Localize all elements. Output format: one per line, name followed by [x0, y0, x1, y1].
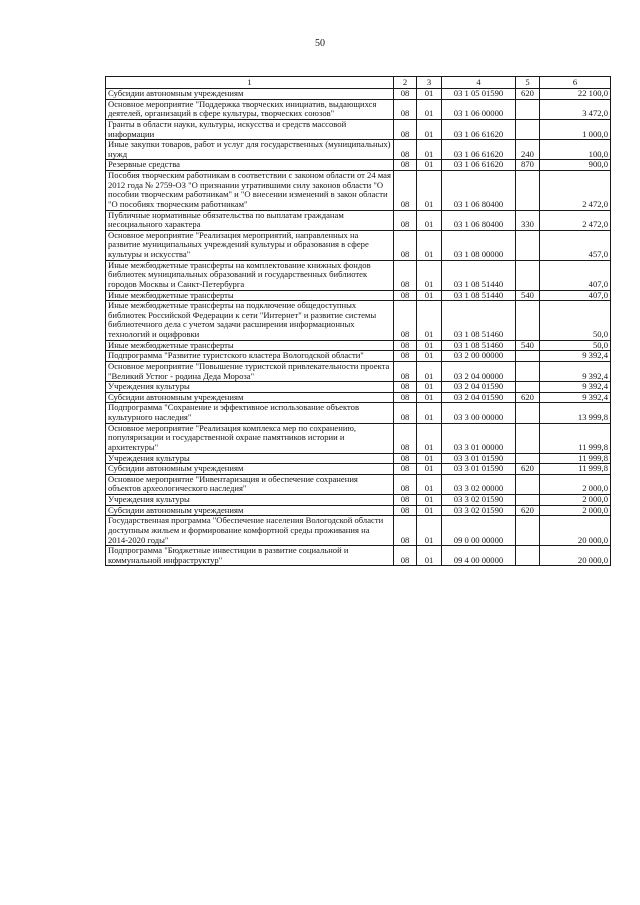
row-target-code: 03 3 02 01590	[442, 495, 516, 506]
row-section: 08	[394, 140, 417, 160]
row-name: Основное мероприятие "Инвентаризация и обеспечение сохранения объектов археологического наследия"	[106, 474, 394, 494]
row-target-code: 03 2 04 01590	[442, 392, 516, 403]
row-expense-type	[516, 474, 540, 494]
row-subsection: 01	[417, 495, 442, 506]
row-expense-type	[516, 351, 540, 362]
row-name: Иные межбюджетные трансферты на комплектование книжных фондов библиотек муниципальных образований и государственных библиотек городов Москвы и Санкт-Петербурга	[106, 260, 394, 290]
row-amount: 20 000,0	[540, 546, 611, 566]
row-section: 08	[394, 392, 417, 403]
row-amount: 9 392,4	[540, 392, 611, 403]
row-section: 08	[394, 453, 417, 464]
row-amount: 50,0	[540, 340, 611, 351]
row-section: 08	[394, 495, 417, 506]
header-row	[106, 77, 611, 89]
table-row	[106, 382, 611, 393]
row-subsection: 01	[417, 230, 442, 260]
row-amount: 2 472,0	[540, 171, 611, 211]
row-name: Учреждения культуры	[106, 453, 394, 464]
row-name: Подпрограмма "Развитие туристского кластера Вологодской области"	[106, 351, 394, 362]
row-expense-type	[516, 230, 540, 260]
row-section: 08	[394, 210, 417, 230]
row-amount: 900,0	[540, 160, 611, 171]
row-expense-type	[516, 495, 540, 506]
row-target-code: 03 1 08 51460	[442, 340, 516, 351]
table-row	[106, 340, 611, 351]
row-amount: 3 472,0	[540, 99, 611, 119]
row-name: Пособия творческим работникам в соответствии с законом области от 24 мая 2012 года № 2759-ОЗ "О признании утратившими силу законов области "О пособии творческим работникам" и "О внесении изменений в закон области "О пособиях творческим работникам"	[106, 171, 394, 211]
header-col-5: 5	[516, 77, 540, 89]
row-subsection: 01	[417, 171, 442, 211]
row-amount: 457,0	[540, 230, 611, 260]
row-subsection: 01	[417, 392, 442, 403]
table-row	[106, 453, 611, 464]
row-subsection: 01	[417, 301, 442, 341]
row-section: 08	[394, 403, 417, 423]
table-row	[106, 140, 611, 160]
table-row	[106, 89, 611, 100]
table-row	[106, 301, 611, 341]
row-amount: 2 000,0	[540, 474, 611, 494]
row-expense-type	[516, 382, 540, 393]
row-section: 08	[394, 119, 417, 139]
row-name: Резервные средства	[106, 160, 394, 171]
row-section: 08	[394, 361, 417, 381]
table-header	[106, 77, 611, 89]
row-amount: 11 999,8	[540, 423, 611, 453]
table-row	[106, 464, 611, 475]
table-row	[106, 351, 611, 362]
row-subsection: 01	[417, 546, 442, 566]
row-expense-type: 620	[516, 392, 540, 403]
row-expense-type: 540	[516, 340, 540, 351]
row-target-code: 03 1 06 80400	[442, 171, 516, 211]
table-row	[106, 392, 611, 403]
row-target-code: 03 2 04 01590	[442, 382, 516, 393]
row-amount: 2 472,0	[540, 210, 611, 230]
row-name: Иные межбюджетные трансферты на подключение общедоступных библиотек Российской Федерации к сети "Интернет" и развитие системы библиотечного дела с учетом задачи расширения информационных технологий и оцифровки	[106, 301, 394, 341]
row-name: Иные межбюджетные трансферты	[106, 290, 394, 301]
table-row	[106, 423, 611, 453]
row-amount: 11 999,8	[540, 464, 611, 475]
row-expense-type: 870	[516, 160, 540, 171]
row-name: Подпрограмма "Сохранение и эффективное использование объектов культурного наследия"	[106, 403, 394, 423]
row-section: 08	[394, 290, 417, 301]
row-section: 08	[394, 230, 417, 260]
row-section: 08	[394, 171, 417, 211]
row-expense-type	[516, 119, 540, 139]
row-target-code: 03 3 00 00000	[442, 403, 516, 423]
row-section: 08	[394, 301, 417, 341]
row-subsection: 01	[417, 99, 442, 119]
row-target-code: 03 1 08 00000	[442, 230, 516, 260]
row-name: Государственная программа "Обеспечение населения Вологодской области доступным жильем и формирование комфортной среды проживания на 2014-2020 годы"	[106, 516, 394, 546]
row-target-code: 03 1 08 51440	[442, 290, 516, 301]
row-subsection: 01	[417, 340, 442, 351]
row-target-code: 03 1 06 61620	[442, 119, 516, 139]
row-subsection: 01	[417, 403, 442, 423]
row-subsection: 01	[417, 516, 442, 546]
row-expense-type: 620	[516, 464, 540, 475]
row-name: Учреждения культуры	[106, 495, 394, 506]
row-expense-type: 240	[516, 140, 540, 160]
row-section: 08	[394, 260, 417, 290]
row-amount: 9 392,4	[540, 382, 611, 393]
row-amount: 407,0	[540, 260, 611, 290]
row-section: 08	[394, 546, 417, 566]
table-row	[106, 474, 611, 494]
row-target-code: 03 1 05 01590	[442, 89, 516, 100]
row-amount: 100,0	[540, 140, 611, 160]
table-row	[106, 171, 611, 211]
row-subsection: 01	[417, 464, 442, 475]
row-section: 08	[394, 351, 417, 362]
row-name: Основное мероприятие "Повышение туристской привлекательности проекта "Великий Устюг - родина Деда Мороза"	[106, 361, 394, 381]
row-target-code: 03 2 00 00000	[442, 351, 516, 362]
row-name: Субсидии автономным учреждениям	[106, 392, 394, 403]
row-name: Основное мероприятие "Реализация мероприятий, направленных на развитие муниципальных учреждений культуры и образования в сфере культуры и искусства"	[106, 230, 394, 260]
table-body	[106, 89, 611, 566]
row-subsection: 01	[417, 453, 442, 464]
row-subsection: 01	[417, 423, 442, 453]
row-subsection: 01	[417, 290, 442, 301]
row-expense-type	[516, 171, 540, 211]
row-amount: 22 100,0	[540, 89, 611, 100]
row-target-code: 03 1 06 61620	[442, 140, 516, 160]
table-row	[106, 290, 611, 301]
header-col-2: 2	[394, 77, 417, 89]
row-name: Основное мероприятие "Реализация комплекса мер по сохранению, популяризации и государственной охране памятников истории и архитектуры"	[106, 423, 394, 453]
row-amount: 9 392,4	[540, 361, 611, 381]
table-row	[106, 546, 611, 566]
table-row	[106, 99, 611, 119]
row-name: Гранты в области науки, культуры, искусства и средств массовой информации	[106, 119, 394, 139]
row-section: 08	[394, 382, 417, 393]
row-section: 08	[394, 505, 417, 516]
table-row	[106, 403, 611, 423]
row-subsection: 01	[417, 160, 442, 171]
page-number: 50	[315, 38, 325, 49]
row-expense-type	[516, 260, 540, 290]
row-amount: 11 999,8	[540, 453, 611, 464]
row-expense-type	[516, 516, 540, 546]
header-col-1: 1	[106, 77, 394, 89]
row-amount: 1 000,0	[540, 119, 611, 139]
row-target-code: 09 4 00 00000	[442, 546, 516, 566]
row-amount: 20 000,0	[540, 516, 611, 546]
row-subsection: 01	[417, 382, 442, 393]
table-row	[106, 119, 611, 139]
row-amount: 2 000,0	[540, 495, 611, 506]
row-name: Основное мероприятие "Поддержка творческих инициатив, выдающихся деятелей, организаций в сфере культуры, творческих союзов"	[106, 99, 394, 119]
row-expense-type: 620	[516, 89, 540, 100]
row-target-code: 03 3 01 01590	[442, 453, 516, 464]
row-amount: 407,0	[540, 290, 611, 301]
row-target-code: 03 1 08 51440	[442, 260, 516, 290]
row-target-code: 03 3 02 01590	[442, 505, 516, 516]
row-expense-type	[516, 423, 540, 453]
header-col-4: 4	[442, 77, 516, 89]
table-row	[106, 160, 611, 171]
row-subsection: 01	[417, 210, 442, 230]
row-subsection: 01	[417, 119, 442, 139]
row-expense-type: 330	[516, 210, 540, 230]
row-name: Субсидии автономным учреждениям	[106, 464, 394, 475]
row-target-code: 03 1 06 80400	[442, 210, 516, 230]
header-col-3: 3	[417, 77, 442, 89]
row-name: Подпрограмма "Бюджетные инвестиции в развитие социальной и коммунальной инфраструктур"	[106, 546, 394, 566]
row-name: Иные межбюджетные трансферты	[106, 340, 394, 351]
row-subsection: 01	[417, 260, 442, 290]
row-expense-type	[516, 99, 540, 119]
row-name: Иные закупки товаров, работ и услуг для государственных (муниципальных) нужд	[106, 140, 394, 160]
row-expense-type	[516, 453, 540, 464]
row-amount: 50,0	[540, 301, 611, 341]
row-name: Учреждения культуры	[106, 382, 394, 393]
row-amount: 9 392,4	[540, 351, 611, 362]
row-name: Субсидии автономным учреждениям	[106, 505, 394, 516]
row-expense-type: 620	[516, 505, 540, 516]
row-section: 08	[394, 423, 417, 453]
row-target-code: 03 2 04 00000	[442, 361, 516, 381]
row-subsection: 01	[417, 474, 442, 494]
table-row	[106, 505, 611, 516]
row-section: 08	[394, 340, 417, 351]
row-section: 08	[394, 464, 417, 475]
row-subsection: 01	[417, 351, 442, 362]
row-expense-type: 540	[516, 290, 540, 301]
row-name: Субсидии автономным учреждениям	[106, 89, 394, 100]
row-subsection: 01	[417, 140, 442, 160]
row-section: 08	[394, 474, 417, 494]
header-col-6: 6	[540, 77, 611, 89]
row-subsection: 01	[417, 505, 442, 516]
row-target-code: 03 3 02 00000	[442, 474, 516, 494]
row-section: 08	[394, 99, 417, 119]
table-row	[106, 210, 611, 230]
row-expense-type	[516, 301, 540, 341]
row-section: 08	[394, 89, 417, 100]
row-target-code: 03 1 06 00000	[442, 99, 516, 119]
row-subsection: 01	[417, 89, 442, 100]
row-expense-type	[516, 361, 540, 381]
budget-table	[105, 76, 611, 566]
row-name: Публичные нормативные обязательства по выплатам гражданам несоциального характера	[106, 210, 394, 230]
row-target-code: 03 3 01 00000	[442, 423, 516, 453]
row-section: 08	[394, 516, 417, 546]
row-section: 08	[394, 160, 417, 171]
row-target-code: 09 0 00 00000	[442, 516, 516, 546]
row-target-code: 03 1 06 61620	[442, 160, 516, 171]
table-row	[106, 260, 611, 290]
table-row	[106, 230, 611, 260]
row-target-code: 03 3 01 01590	[442, 464, 516, 475]
row-amount: 13 999,8	[540, 403, 611, 423]
row-subsection: 01	[417, 361, 442, 381]
table-row	[106, 495, 611, 506]
table-row	[106, 516, 611, 546]
row-amount: 2 000,0	[540, 505, 611, 516]
table-row	[106, 361, 611, 381]
row-expense-type	[516, 403, 540, 423]
row-expense-type	[516, 546, 540, 566]
row-target-code: 03 1 08 51460	[442, 301, 516, 341]
